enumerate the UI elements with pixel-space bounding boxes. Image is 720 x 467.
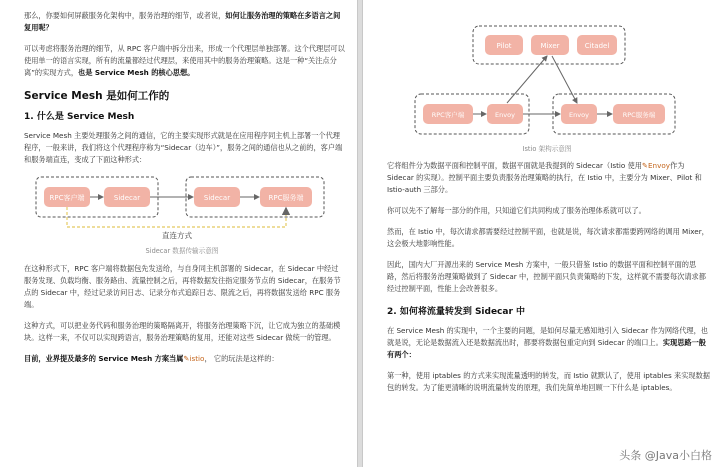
istio-intro-paragraph: 目前，业界提及最多的 Service Mesh 方案当属✎istio， 它的玩法是这样的：: [24, 354, 279, 363]
istio-diagram: [387, 6, 707, 156]
iptables-paragraph: 第一种，使用 iptables 的方式来实现流量透明的转发，而 Istio 就默认了，使用 iptables 来实现数据包的转发。为了能更清晰的说明流量转发的原理，我们先简单地回顾一下什么是 iptables。: [387, 371, 710, 392]
intro-question: 那么，你要如何屏蔽服务化架构中，服务治理的细节，或者说，如何让服务治理的策略在多语言之间复用呢？: [24, 11, 341, 32]
sidecar-diagram: [32, 175, 332, 257]
rpc-server-label: RPC服务端: [268, 194, 304, 202]
svg-text:Mixer: Mixer: [540, 42, 560, 50]
svg-text:RPC客户端: RPC客户端: [431, 111, 465, 119]
mixer-to-envoy-arrow: [552, 56, 577, 103]
mixer-performance-paragraph: 然而，在 Istio 中，每次请求都需要经过控制平面，也就是说，每次请求都需要跨网络的调用 Mixer，这会极大地影响性能。: [387, 227, 709, 248]
service-mesh-description: Service Mesh 主要处理服务之间的通信，它的主要实现形式就是在应用程序同主机上部署一个代理程序，一般来讲，我们将这个代理程序称为“Sidecar（边车）”，服务之间的通信也从之前的，客户端和服务端直连，变成了下面这种形式：: [24, 131, 343, 164]
subsection-title-2: 2. 如何将流量转发到 Sidecar 中: [387, 307, 526, 317]
left-page: [0, 0, 358, 467]
svg-text:Envoy: Envoy: [569, 111, 589, 119]
svg-text:Pilot: Pilot: [496, 42, 512, 50]
core-idea: 也是 Service Mesh 的核心思想。: [78, 68, 195, 77]
traffic-question-paragraph: 在 Service Mesh 的实现中，一个主要的问题，是如何尽量无感知地引入 Sidecar 作为网络代理，也就是说，无论是数据流入还是数据流出时，都要将数据包重定向到 Sidecar 的端口上。实现思路一般有两个：: [387, 326, 708, 359]
section-title: Service Mesh 是如何工作的: [24, 90, 170, 102]
china-solutions-paragraph: 因此，国内大厂开源出来的 Service Mesh 方案中，一般只借鉴 Istio 的数据平面和控制平面的思路，然后将服务治理策略做到了 Sidecar 中，控制平面只负责策略的下发，这样就不需要每次请求都经过控制平面，性能上会改善很多。: [387, 260, 706, 293]
direct-label: 直连方式: [162, 231, 192, 240]
understand-paragraph: 你可以先不了解每一部分的作用，只知道它们共同构成了服务治理体系就可以了。: [387, 206, 646, 215]
right-page: [362, 0, 720, 467]
svg-text:RPC服务端: RPC服务端: [622, 111, 656, 119]
envoy-link[interactable]: ✎Envoy: [641, 161, 670, 170]
rpc-client-label: RPC客户端: [49, 194, 85, 202]
intro-paragraph: 可以考虑将服务治理的细节，从 RPC 客户端中拆分出来，形成一个代理层单独部署。这个代理层可以使用单一的语言实现，所有的流量都经过代理层，来使用其中的服务治理策略。这是一种“关注点分离”的实现方式，也是 Service Mesh 的核心思想。: [24, 44, 345, 77]
svg-text:Citadel: Citadel: [584, 42, 610, 50]
decouple-paragraph: 这种方式，可以把业务代码和服务治理的策略隔离开，将服务治理策略下沉，让它成为独立的基础模块。这样一来，不仅可以实现跨语言，服务治理策略的复用，还能对这些 Sidecar 做统一的管理。: [24, 321, 341, 342]
istio-caption: Istio 架构示意图: [522, 145, 572, 153]
svg-text:Envoy: Envoy: [495, 111, 515, 119]
sidecar-flow-paragraph: 在这种形式下，RPC 客户端将数据包先发送给，与自身同主机部署的 Sidecar，在 Sidecar 中经过服务发现、负载均衡、服务路由、流量控制之后，再将数据发往指定服务节点的 Sidecar，在服务节点的 Sidecar 中，经过记录访问日志、记录分布式追踪日志、限流之后，再将数据发送给 RPC 服务端。: [24, 264, 341, 309]
sidecar-label-server: Sidecar: [203, 194, 231, 202]
diagram-caption: Sidecar 数据传输示意图: [145, 247, 219, 255]
subsection-title: 1. 什么是 Service Mesh: [24, 112, 135, 122]
architecture-paragraph: 它将组件分为数据平面和控制平面，数据平面就是我提到的 Sidecar（Istio 使用✎Envoy作为 Sidecar 的实现）。控制平面主要负责服务治理策略的执行，在 Istio 中，主要分为 Mixer、Pilot 和 Istio-auth 三部分。: [387, 161, 702, 194]
istio-link[interactable]: ✎istio: [183, 354, 205, 363]
sidecar-label-client: Sidecar: [113, 194, 141, 202]
intro-question-highlight: 如何让服务治理的策略在多语言之间复用呢？: [24, 11, 341, 32]
watermark: 头条 @Java小白格: [619, 449, 712, 462]
